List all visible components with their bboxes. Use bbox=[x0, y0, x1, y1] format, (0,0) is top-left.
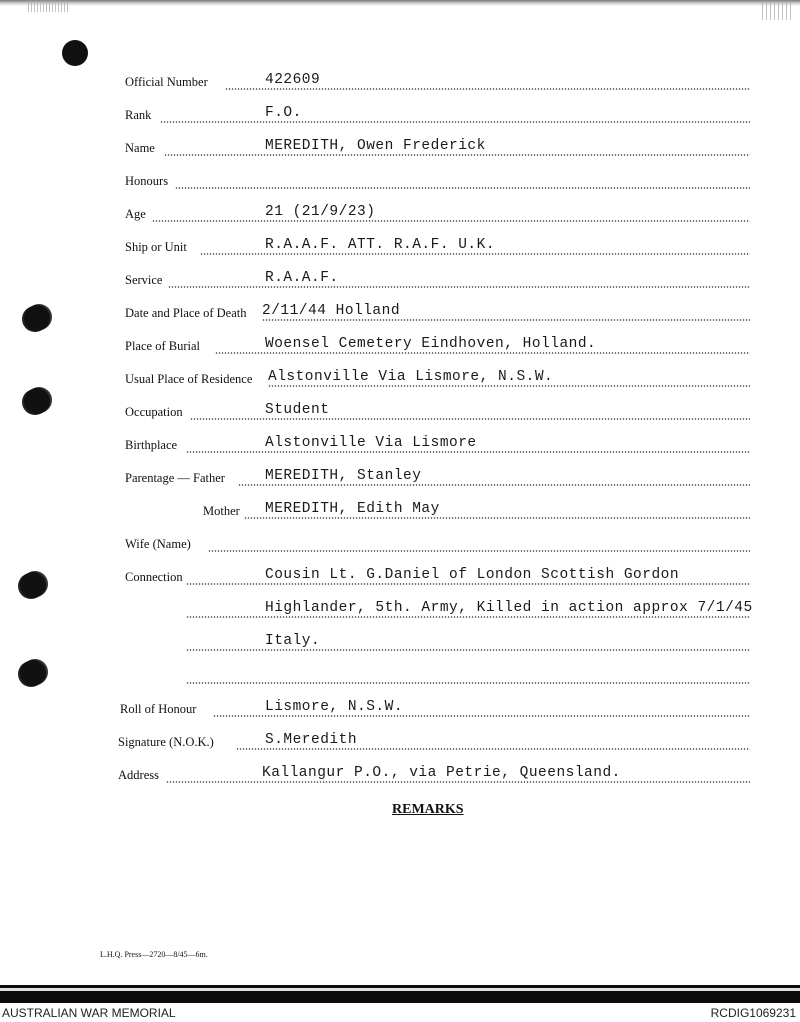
field-roll-of-honour bbox=[0, 699, 800, 721]
field-mother bbox=[0, 501, 800, 523]
label-name: Name bbox=[125, 141, 155, 155]
field-honours bbox=[0, 171, 800, 193]
value-ship-or-unit: R.A.A.F. ATT. R.A.F. U.K. bbox=[265, 237, 496, 253]
value-death: 2/11/44 Holland bbox=[262, 303, 401, 319]
value-name: MEREDITH, Owen Frederick bbox=[265, 138, 486, 154]
value-connection-line-3: Italy. bbox=[265, 633, 321, 649]
top-edge bbox=[0, 0, 800, 6]
label-mother: Mother bbox=[203, 504, 240, 518]
value-occupation: Student bbox=[265, 402, 330, 418]
value-birthplace: Alstonville Via Lismore bbox=[265, 435, 477, 451]
footer-source: AUSTRALIAN WAR MEMORIAL bbox=[2, 1006, 176, 1020]
top-right-scan-artifact bbox=[762, 0, 792, 20]
label-signature: Signature (N.O.K.) bbox=[118, 735, 214, 749]
value-mother: MEREDITH, Edith May bbox=[265, 501, 440, 517]
value-service: R.A.A.F. bbox=[265, 270, 339, 286]
value-connection-line-2: Highlander, 5th. Army, Killed in action approx 7/1/45 bbox=[265, 600, 753, 616]
value-rank: F.O. bbox=[265, 105, 302, 121]
value-official-number: 422609 bbox=[265, 72, 321, 88]
field-connection-3 bbox=[0, 633, 800, 655]
field-official-number bbox=[0, 72, 800, 94]
label-address: Address bbox=[118, 768, 159, 782]
label-death: Date and Place of Death bbox=[125, 306, 247, 320]
label-ship-or-unit: Ship or Unit bbox=[125, 240, 187, 254]
label-service: Service bbox=[125, 273, 163, 287]
label-honours: Honours bbox=[125, 174, 169, 188]
label-residence: Usual Place of Residence bbox=[125, 372, 253, 386]
field-death bbox=[0, 303, 800, 325]
remarks-heading: REMARKS bbox=[392, 802, 464, 817]
field-father bbox=[0, 468, 800, 490]
field-name bbox=[0, 138, 800, 160]
label-burial: Place of Burial bbox=[125, 339, 200, 353]
value-address: Kallangur P.O., via Petrie, Queensland. bbox=[262, 765, 621, 781]
label-age: Age bbox=[125, 207, 146, 221]
footer-bar bbox=[0, 1004, 800, 1022]
value-signature: S.Meredith bbox=[265, 732, 358, 748]
field-rank bbox=[0, 105, 800, 127]
field-signature bbox=[0, 732, 800, 754]
label-wife: Wife (Name) bbox=[125, 537, 191, 551]
label-birthplace: Birthplace bbox=[125, 438, 178, 452]
punch-hole-1 bbox=[62, 40, 88, 66]
field-address bbox=[0, 765, 800, 787]
field-connection-4 bbox=[0, 666, 800, 688]
label-official-number: Official Number bbox=[125, 75, 208, 89]
print-code: L.H.Q. Press—2720—8/45—6m. bbox=[100, 950, 208, 959]
field-ship-or-unit bbox=[0, 237, 800, 259]
field-burial bbox=[0, 336, 800, 358]
field-connection-2 bbox=[0, 600, 800, 622]
value-burial: Woensel Cemetery Eindhoven, Holland. bbox=[265, 336, 597, 352]
field-birthplace bbox=[0, 435, 800, 457]
label-connection: Connection bbox=[125, 570, 183, 584]
field-service bbox=[0, 270, 800, 292]
label-occupation: Occupation bbox=[125, 405, 183, 419]
top-scan-artifact bbox=[28, 0, 68, 12]
value-father: MEREDITH, Stanley bbox=[265, 468, 422, 484]
field-residence bbox=[0, 369, 800, 391]
footer-id: RCDIG1069231 bbox=[710, 1006, 796, 1020]
value-residence: Alstonville Via Lismore, N.S.W. bbox=[268, 369, 554, 385]
label-roll-of-honour: Roll of Honour bbox=[120, 702, 197, 716]
field-connection bbox=[0, 567, 800, 589]
bottom-scan-line bbox=[0, 988, 800, 991]
field-age bbox=[0, 204, 800, 226]
value-age: 21 (21/9/23) bbox=[265, 204, 376, 220]
field-wife bbox=[0, 534, 800, 556]
field-occupation bbox=[0, 402, 800, 424]
value-connection-line-1: Cousin Lt. G.Daniel of London Scottish Gordon bbox=[265, 567, 680, 583]
label-rank: Rank bbox=[125, 108, 152, 122]
value-roll-of-honour: Lismore, N.S.W. bbox=[265, 699, 404, 715]
label-father: Parentage — Father bbox=[125, 471, 225, 485]
